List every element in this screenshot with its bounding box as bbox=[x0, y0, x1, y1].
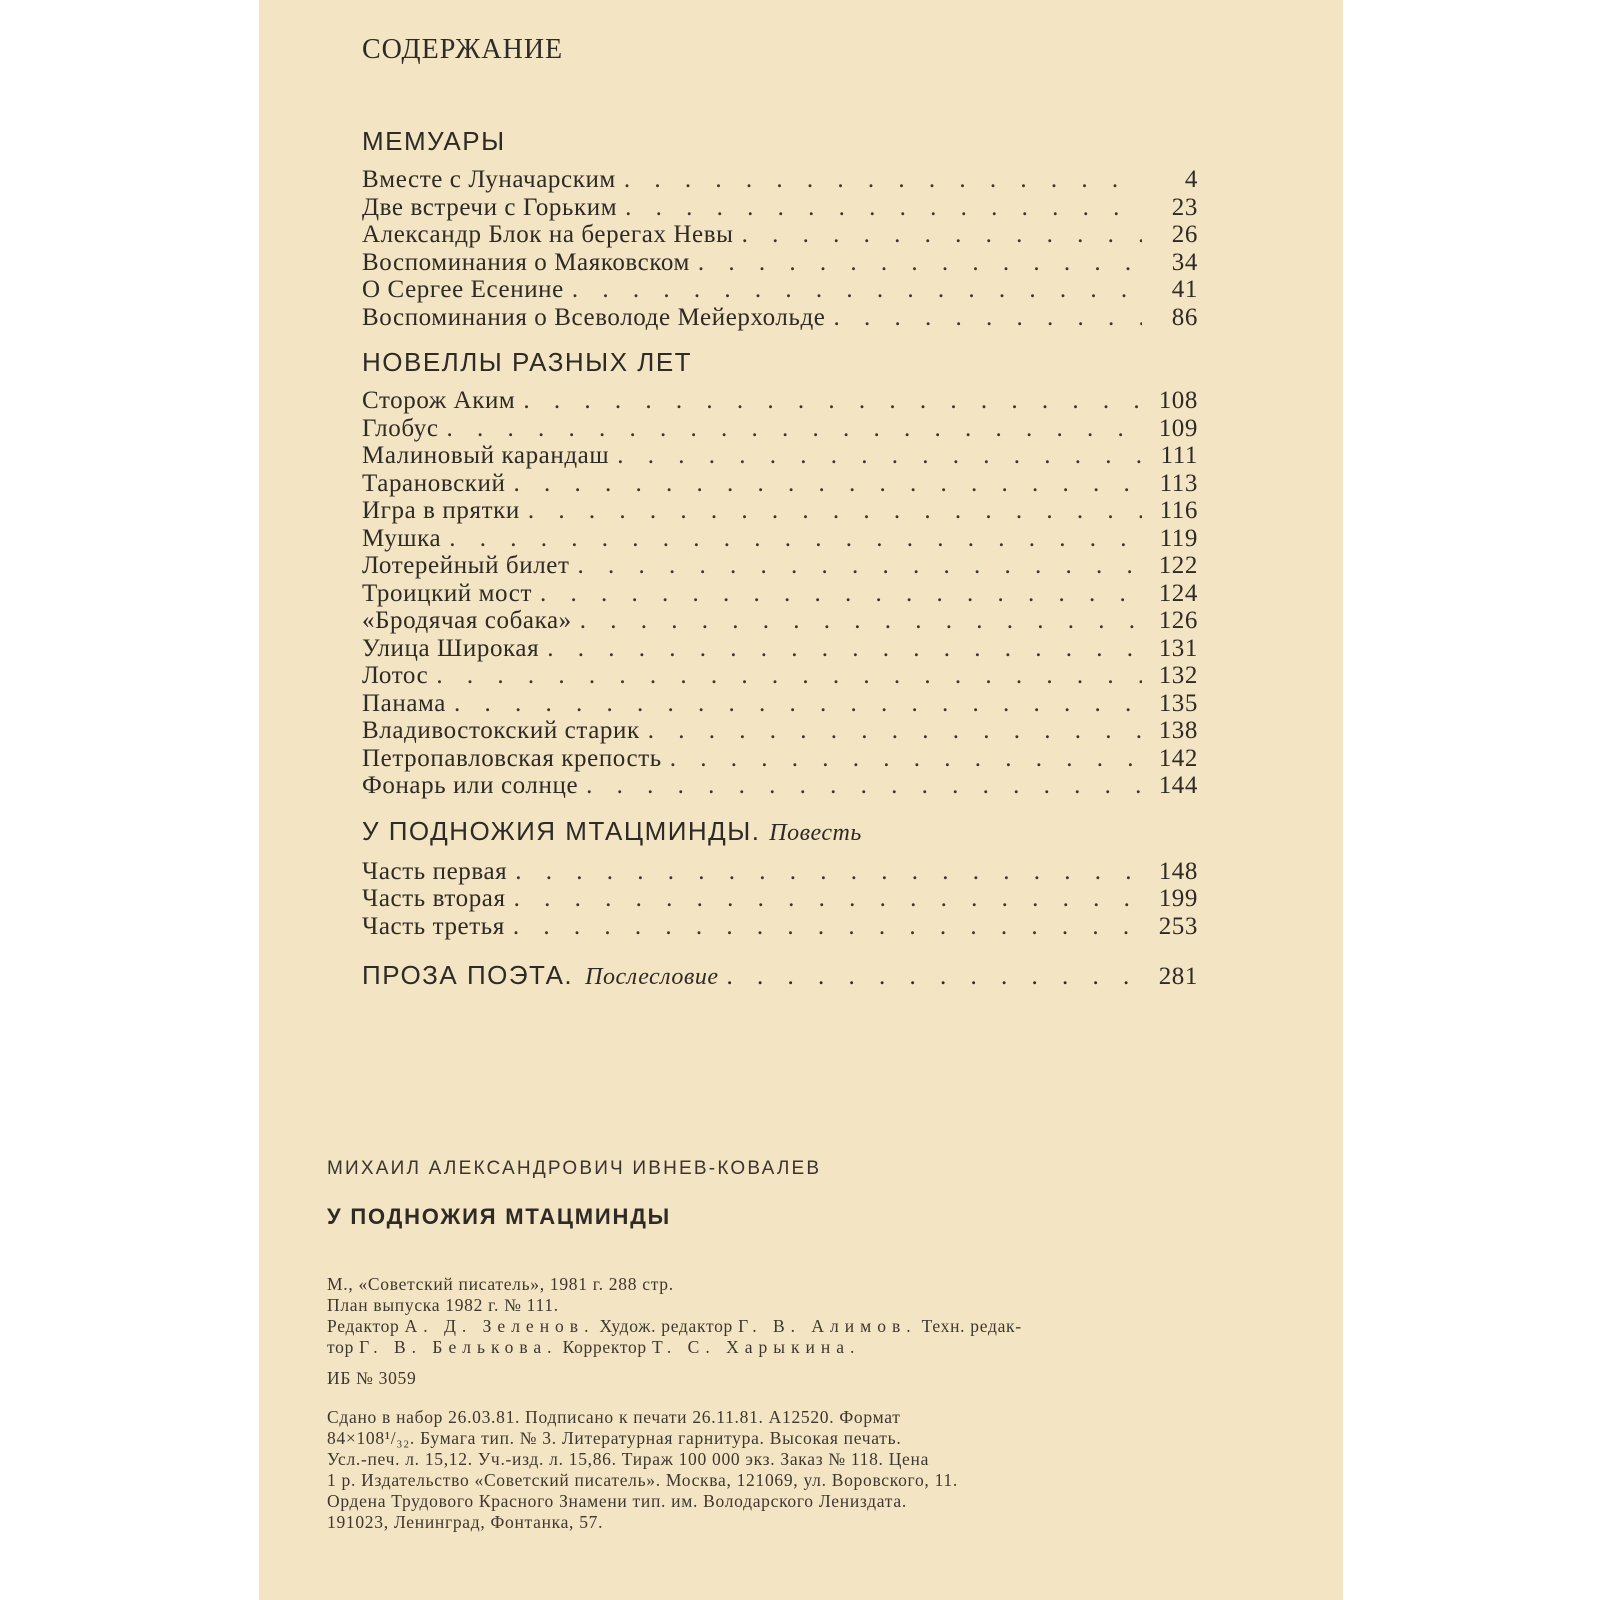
entry-title: Малиновый карандаш bbox=[362, 442, 610, 469]
dot-leader bbox=[436, 662, 1142, 690]
dot-leader bbox=[648, 717, 1142, 745]
tech-line: 191023, Ленинград, Фонтанка, 57. bbox=[327, 1512, 604, 1532]
ib-number: ИБ № 3059 bbox=[327, 1368, 417, 1388]
entry-title: Тарановский bbox=[362, 469, 506, 497]
entry-page: 111 bbox=[1160, 442, 1198, 469]
dot-leader bbox=[572, 276, 1142, 304]
dot-leader bbox=[454, 690, 1142, 718]
toc-entry bbox=[362, 415, 1198, 443]
toc-entry bbox=[362, 442, 1198, 470]
dot-leader bbox=[670, 745, 1142, 773]
entry-page: 108 bbox=[1158, 387, 1198, 414]
toc-entry bbox=[362, 580, 1198, 608]
dot-leader bbox=[586, 772, 1142, 800]
tech-line: Сдано в набор 26.03.81. Подписано к печати 26.11.81. А12520. Формат bbox=[327, 1407, 901, 1427]
entry-page: 26 bbox=[1171, 221, 1198, 248]
dot-leader bbox=[742, 221, 1142, 249]
section-novellas bbox=[362, 345, 1198, 800]
dot-leader bbox=[447, 415, 1142, 443]
entry-page: 41 bbox=[1171, 276, 1198, 303]
dot-leader bbox=[580, 607, 1142, 635]
entry-page: 144 bbox=[1158, 772, 1198, 799]
corrector-label: Корректор bbox=[562, 1337, 647, 1357]
corrector-name: Т. С. Харыкина. bbox=[651, 1337, 861, 1357]
entry-title: Троицкий мост bbox=[362, 579, 532, 607]
entry-page: 148 bbox=[1158, 857, 1198, 885]
dot-leader bbox=[528, 497, 1142, 525]
entry-page: 124 bbox=[1158, 579, 1198, 607]
toc-entry bbox=[362, 276, 1198, 304]
dot-leader bbox=[624, 166, 1142, 194]
section-title: НОВЕЛЛЫ РАЗНЫХ ЛЕТ bbox=[362, 347, 693, 377]
tech-line: Усл.-печ. л. 15,12. Уч.-изд. л. 15,86. Тираж 100 000 экз. Заказ № 118. Цена bbox=[327, 1449, 930, 1469]
entry-title: Воспоминания о Всеволоде Мейерхольде bbox=[362, 303, 826, 331]
section-title bbox=[362, 814, 1198, 850]
toc-entry bbox=[362, 304, 1198, 332]
toc-entry bbox=[362, 607, 1198, 635]
entry-page: 131 bbox=[1158, 634, 1198, 662]
section-memoirs bbox=[362, 124, 1198, 331]
entry-title: Лотос bbox=[362, 662, 429, 689]
toc-entry bbox=[362, 745, 1198, 773]
tech-line: 84×108¹/₃₂. Бумага тип. № 3. Литературная гарнитура. Высокая печать. bbox=[327, 1428, 902, 1448]
toc-entry bbox=[362, 166, 1198, 194]
entry-page: 122 bbox=[1158, 552, 1198, 579]
author-name: МИХАИЛ АЛЕКСАНДРОВИЧ ИВНЕВ-КОВАЛЕВ bbox=[327, 1158, 822, 1179]
entry-page: 4 bbox=[1184, 166, 1198, 193]
editor-label: Редактор bbox=[327, 1316, 400, 1336]
entry-title: Мушка bbox=[362, 524, 442, 552]
entry-page: 142 bbox=[1158, 744, 1198, 772]
dot-leader bbox=[625, 194, 1142, 222]
toc-entry bbox=[362, 885, 1198, 913]
editors-line bbox=[327, 1316, 1227, 1337]
table-of-contents bbox=[362, 34, 1198, 991]
dot-leader bbox=[523, 387, 1142, 415]
toc-entry bbox=[362, 221, 1198, 249]
toc-entry bbox=[362, 858, 1198, 886]
entry-title: Лотерейный билет bbox=[362, 552, 570, 579]
imprint-block bbox=[327, 1158, 1227, 1533]
entry-title: Фонарь или солнце bbox=[362, 772, 579, 799]
entry-page: 119 bbox=[1159, 524, 1198, 552]
entry-page: 126 bbox=[1158, 607, 1198, 634]
entry-page: 253 bbox=[1158, 912, 1198, 940]
afterword-subtitle: Послесловие bbox=[585, 964, 719, 990]
toc-entry bbox=[362, 717, 1198, 745]
entry-page: 138 bbox=[1158, 717, 1198, 744]
entry-title: Часть вторая bbox=[362, 885, 506, 912]
dot-leader bbox=[834, 304, 1142, 332]
plan-line: План выпуска 1982 г. № 111. bbox=[327, 1295, 559, 1315]
publication-details bbox=[327, 1274, 1227, 1533]
toc-entry bbox=[362, 635, 1198, 663]
entry-page: 86 bbox=[1171, 303, 1198, 331]
dot-leader bbox=[727, 963, 1142, 991]
dot-leader bbox=[449, 525, 1142, 553]
section-title-text: У ПОДНОЖИЯ МТАЦМИНДЫ. bbox=[362, 815, 761, 846]
toc-entry bbox=[362, 662, 1198, 690]
section-novella-main bbox=[362, 814, 1198, 941]
toc-entry bbox=[362, 913, 1198, 941]
entry-title: Панама bbox=[362, 689, 446, 717]
entry-page: 113 bbox=[1159, 469, 1198, 497]
tech-line: 1 р. Издательство «Советский писатель». Москва, 121069, ул. Воровского, 11. bbox=[327, 1470, 958, 1490]
entry-title: Сторож Аким bbox=[362, 387, 516, 414]
entry-title: Владивостокский старик bbox=[362, 717, 640, 744]
entry-title: Часть первая bbox=[362, 857, 508, 885]
book-title: У ПОДНОЖИЯ МТАЦМИНДЫ bbox=[327, 1204, 672, 1229]
dot-leader bbox=[515, 858, 1142, 886]
entry-title: Две встречи с Горьким bbox=[362, 193, 618, 221]
tech-editor-label-2: тор bbox=[327, 1337, 355, 1357]
art-editor-name: Г. В. Алимов. bbox=[738, 1316, 917, 1336]
entry-title: Александр Блок на берегах Невы bbox=[362, 221, 734, 248]
toc-entry bbox=[362, 497, 1198, 525]
tech-line: Ордена Трудового Красного Знамени тип. им. Володарского Лениздата. bbox=[327, 1491, 907, 1511]
dot-leader bbox=[578, 552, 1142, 580]
dot-leader bbox=[513, 913, 1142, 941]
book-page bbox=[259, 0, 1343, 1600]
entry-title: Воспоминания о Маяковском bbox=[362, 248, 690, 276]
editors-line-2 bbox=[327, 1337, 1227, 1358]
toc-entry bbox=[362, 552, 1198, 580]
entry-page: 23 bbox=[1171, 193, 1198, 221]
dot-leader bbox=[617, 442, 1142, 470]
entry-page: 34 bbox=[1171, 248, 1198, 276]
dot-leader bbox=[540, 580, 1142, 608]
entry-title: Улица Широкая bbox=[362, 634, 540, 662]
technical-details bbox=[327, 1407, 1227, 1533]
entry-title: Игра в прятки bbox=[362, 497, 520, 524]
afterword-title: ПРОЗА ПОЭТА. bbox=[362, 960, 574, 990]
toc-entry bbox=[362, 249, 1198, 277]
entry-title: «Бродячая собака» bbox=[362, 607, 572, 634]
section-title: МЕМУАРЫ bbox=[362, 126, 506, 156]
section-subtitle: Повесть bbox=[769, 819, 862, 846]
tech-editor-label: Техн. редак- bbox=[921, 1316, 1022, 1336]
publication-line: М., «Советский писатель», 1981 г. 288 стр. bbox=[327, 1274, 674, 1294]
editor-name: А. Д. Зеленов. bbox=[404, 1316, 595, 1336]
entry-page: 135 bbox=[1158, 689, 1198, 717]
entry-page: 132 bbox=[1158, 662, 1198, 689]
dot-leader bbox=[514, 885, 1142, 913]
entry-title: Глобус bbox=[362, 414, 439, 442]
toc-entry bbox=[362, 525, 1198, 553]
toc-entry bbox=[362, 470, 1198, 498]
tech-editor-name: Г. В. Белькова. bbox=[359, 1337, 558, 1357]
toc-entry bbox=[362, 690, 1198, 718]
entry-title: О Сергее Есенине bbox=[362, 276, 564, 303]
toc-entry bbox=[362, 194, 1198, 222]
dot-leader bbox=[547, 635, 1142, 663]
dot-leader bbox=[698, 249, 1142, 277]
entry-page: 109 bbox=[1158, 414, 1198, 442]
art-editor-label: Худож. редактор bbox=[599, 1316, 733, 1336]
dot-leader bbox=[513, 470, 1142, 498]
entry-title: Вместе с Луначарским bbox=[362, 166, 616, 193]
afterword-page: 281 bbox=[1158, 963, 1198, 990]
contents-title: СОДЕРЖАНИЕ bbox=[362, 34, 564, 65]
entry-page: 199 bbox=[1158, 885, 1198, 912]
entry-title: Петропавловская крепость bbox=[362, 744, 662, 772]
entry-page: 116 bbox=[1159, 497, 1198, 524]
afterword-entry bbox=[362, 960, 1198, 991]
toc-entry bbox=[362, 772, 1198, 800]
entry-title: Часть третья bbox=[362, 912, 505, 940]
toc-entry bbox=[362, 387, 1198, 415]
